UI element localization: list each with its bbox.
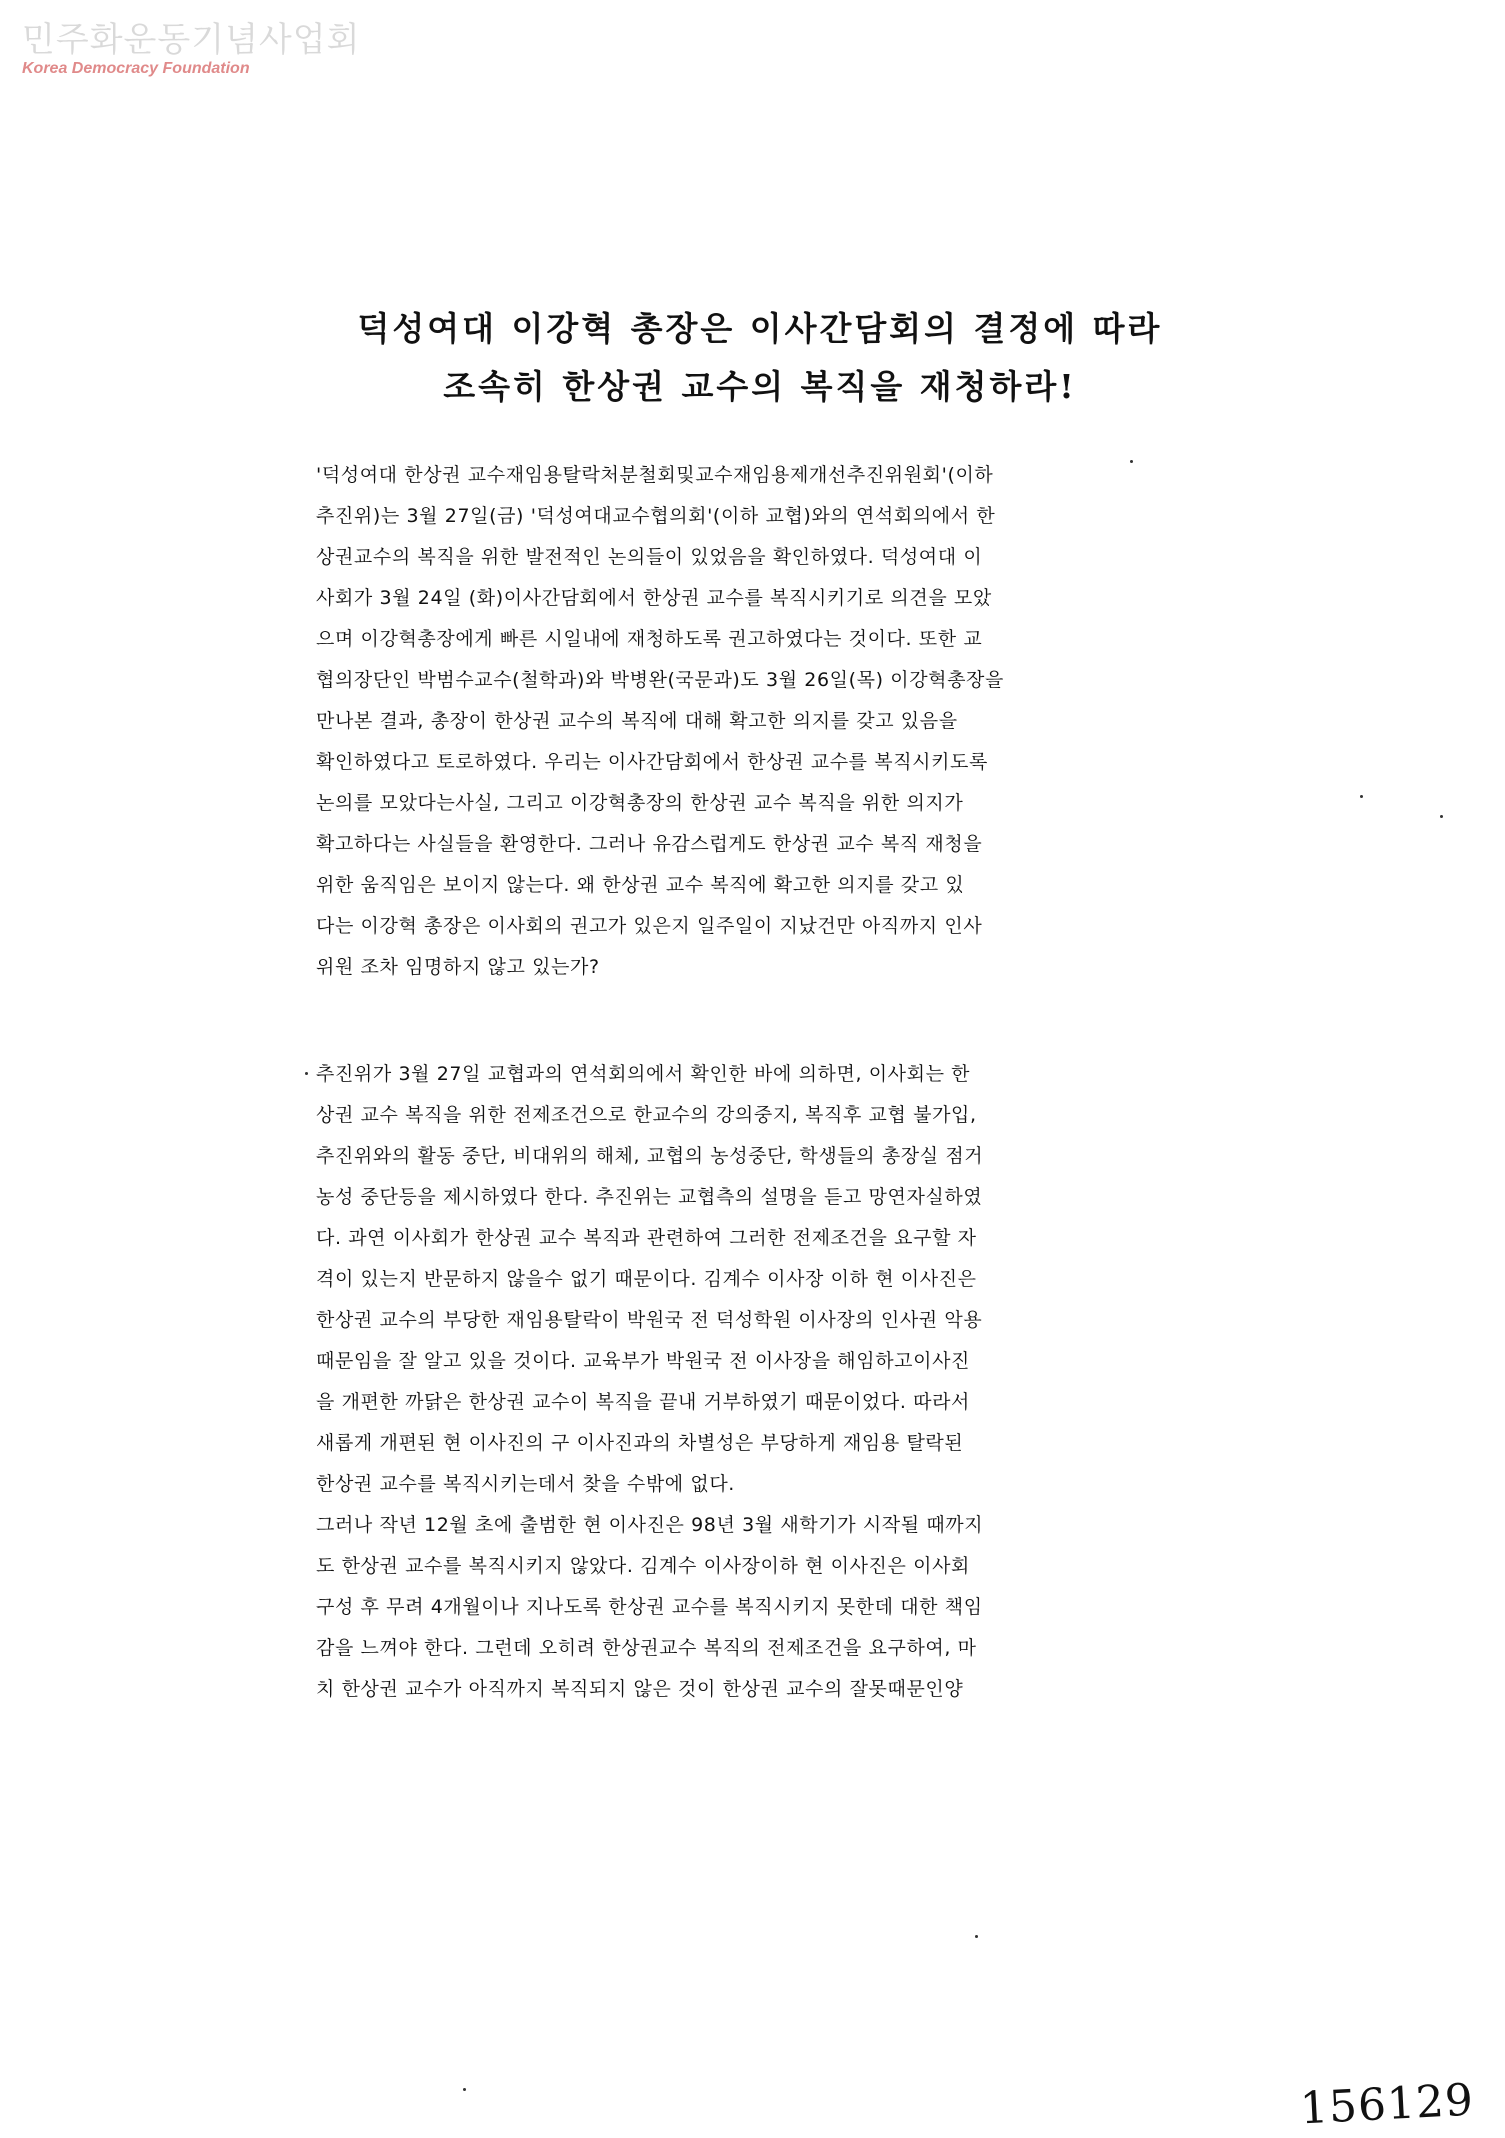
paragraph-line: 만나본 결과, 총장이 한상권 교수의 복직에 대해 확고한 의지를 갖고 있음을 xyxy=(316,710,958,732)
title-line-2: 조속히 한상권 교수의 복직을 재청하라! xyxy=(443,367,1077,406)
paragraph-line: 으며 이강혁총장에게 빠른 시일내에 재청하도록 권고하였다는 것이다. 또한 교 xyxy=(316,628,983,650)
paragraph-line: 다는 이강혁 총장은 이사회의 권고가 있은지 일주일이 지났건만 아직까지 인사 xyxy=(316,915,983,937)
paragraph-line: 논의를 모았다는사실, 그리고 이강혁총장의 한상권 교수 복직을 위한 의지가 xyxy=(316,792,964,814)
paragraph xyxy=(316,1054,1192,1505)
scan-speck xyxy=(463,2088,466,2091)
title-line-1: 덕성여대 이강혁 총장은 이사간담회의 결정에 따라 xyxy=(357,309,1163,348)
paragraph-line: 추진위가 3월 27일 교협과의 연석회의에서 확인한 바에 의하면, 이사회는 한 xyxy=(316,1063,971,1085)
watermark-english: Korea Democracy Foundation xyxy=(22,60,250,77)
paragraph-line: 다. 과연 이사회가 한상권 교수 복직과 관련하여 그러한 전제조건을 요구할 자 xyxy=(316,1227,977,1249)
scan-speck xyxy=(1130,460,1133,463)
paragraph-line: 추진위와의 활동 중단, 비대위의 해체, 교협의 농성중단, 학생들의 총장실 점거 xyxy=(316,1145,984,1167)
paragraph-line: 사회가 3월 24일 (화)이사간담회에서 한상권 교수를 복직시키기로 의견을 모았 xyxy=(316,587,992,609)
document-title xyxy=(300,300,1220,416)
watermark-korean: 민주화운동기념사업회 xyxy=(22,20,361,60)
paragraph-line: 위원 조차 임명하지 않고 있는가? xyxy=(316,956,600,978)
archive-number-stamp: 156129 xyxy=(1298,2074,1476,2135)
scan-speck xyxy=(305,1072,308,1075)
paragraph-line: 격이 있는지 반문하지 않을수 없기 때문이다. 김계수 이사장 이하 현 이사진은 xyxy=(316,1268,977,1290)
paragraph-line: 한상권 교수의 부당한 재임용탈락이 박원국 전 덕성학원 이사장의 인사권 악용 xyxy=(316,1309,983,1331)
paragraph-line: 을 개편한 까닭은 한상권 교수이 복직을 끝내 거부하였기 때문이었다. 따라서 xyxy=(316,1391,970,1413)
paragraph-line: 상권교수의 복직을 위한 발전적인 논의들이 있었음을 확인하였다. 덕성여대 이 xyxy=(316,546,983,568)
scan-speck xyxy=(975,1935,978,1938)
paragraph-line: 새롭게 개편된 현 이사진의 구 이사진과의 차별성은 부당하게 재임용 탈락된 xyxy=(316,1432,964,1454)
paragraph-line: 한상권 교수를 복직시키는데서 찾을 수밖에 없다. xyxy=(316,1473,735,1495)
paragraph-line: 치 한상권 교수가 아직까지 복직되지 않은 것이 한상권 교수의 잘못때문인양 xyxy=(316,1678,964,1700)
paragraph-line: 감을 느껴야 한다. 그런데 오히려 한상권교수 복직의 전제조건을 요구하여, 마 xyxy=(316,1637,977,1659)
paragraph xyxy=(316,1505,1192,1710)
paragraph-line: '덕성여대 한상권 교수재임용탈락처분철회및교수재임용제개선추진위원회'(이하 xyxy=(316,464,994,486)
paragraph-line: 추진위)는 3월 27일(금) '덕성여대교수협의회'(이하 교협)와의 연석회의에서 한 xyxy=(316,505,996,527)
paragraph-line: 농성 중단등을 제시하였다 한다. 추진위는 교협측의 설명을 듣고 망연자실하였 xyxy=(316,1186,983,1208)
paragraph xyxy=(316,455,1192,988)
paragraph-line: 확인하였다고 토로하였다. 우리는 이사간담회에서 한상권 교수를 복직시키도록 xyxy=(316,751,988,773)
paragraph-line: 확고하다는 사실들을 환영한다. 그러나 유감스럽게도 한상권 교수 복직 재청을 xyxy=(316,833,983,855)
paragraph-line: 위한 움직임은 보이지 않는다. 왜 한상권 교수 복직에 확고한 의지를 갖고 있 xyxy=(316,874,965,896)
paragraph-line: 도 한상권 교수를 복직시키지 않았다. 김계수 이사장이하 현 이사진은 이사회 xyxy=(316,1555,970,1577)
document-body xyxy=(316,455,1192,1710)
paragraph-line: 협의장단인 박범수교수(철학과)와 박병완(국문과)도 3월 26일(목) 이강혁총장을 xyxy=(316,669,1004,691)
watermark-logo xyxy=(22,20,360,78)
scan-speck xyxy=(1360,795,1363,798)
paragraph-line: 때문임을 잘 알고 있을 것이다. 교육부가 박원국 전 이사장을 해임하고이사진 xyxy=(316,1350,970,1372)
paragraph-line: 구성 후 무려 4개월이나 지나도록 한상권 교수를 복직시키지 못한데 대한 책임 xyxy=(316,1596,983,1618)
scan-speck xyxy=(1440,815,1443,818)
paragraph-line: 상권 교수 복직을 위한 전제조건으로 한교수의 강의중지, 복직후 교협 불가입, xyxy=(316,1104,977,1126)
paragraph-gap xyxy=(316,988,1192,1054)
paragraph-line: 그러나 작년 12월 초에 출범한 현 이사진은 98년 3월 새학기가 시작될 때까지 xyxy=(316,1514,984,1536)
